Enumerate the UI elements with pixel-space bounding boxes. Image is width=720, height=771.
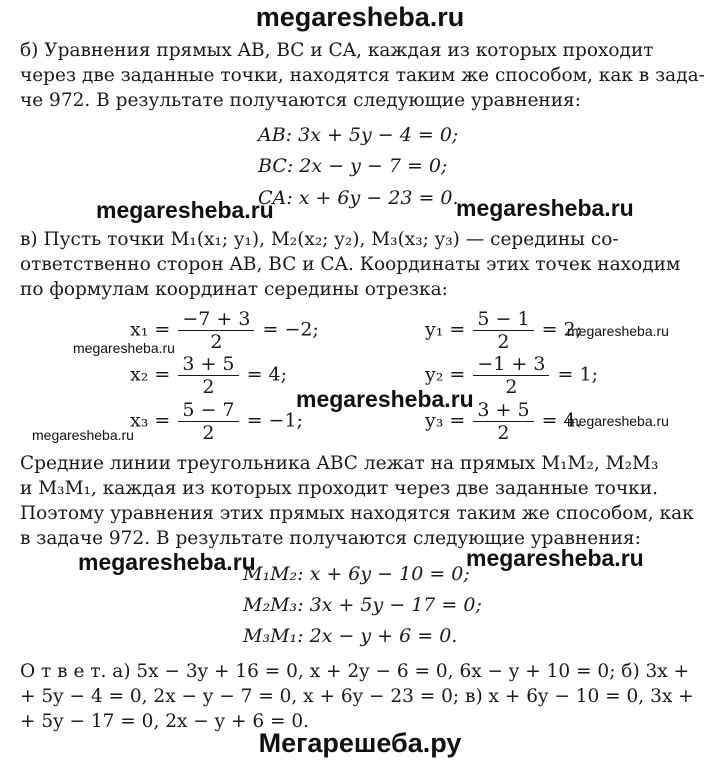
part-c-text: [20, 227, 710, 302]
denominator: 2: [497, 422, 510, 444]
formula-lhs: x₃ =: [130, 409, 171, 432]
part-b-text: [20, 38, 710, 113]
midlines-line-3: Поэтому уравнения этих прямых находятся таким же способом, как: [20, 503, 694, 524]
part-b-line-1: б) Уравнения прямых AB, BC и CA, каждая из которых проходит: [20, 40, 654, 61]
answer-text: [20, 659, 710, 734]
watermark: megaresheba.ru: [96, 197, 274, 223]
site-header: megaresheba.ru: [255, 2, 465, 32]
equation-bc: BC: 2x − y − 7 = 0;: [258, 155, 448, 177]
midlines-line-2: и M₃M₁, каждая из которых проходит через две заданные точки.: [20, 478, 658, 499]
formula-y1: [425, 308, 582, 353]
part-b-line-2: через две заданные точки, находятся таким же способом, как в зада-: [20, 65, 705, 86]
formula-rhs: = −2;: [262, 318, 319, 341]
part-c-line-3: по формулам координат середины отрезка:: [20, 279, 448, 300]
watermark: megaresheba.ru: [73, 340, 175, 356]
formula-x2: [130, 353, 287, 398]
part-b-line-3: че 972. В результате получаются следующие уравнения:: [20, 90, 581, 111]
denominator: 2: [210, 331, 223, 353]
fraction: [178, 399, 238, 444]
numerator: 3 + 5: [473, 399, 533, 422]
formula-rhs: = 4;: [246, 363, 288, 386]
formula-lhs: x₂ =: [130, 363, 171, 386]
watermark: megaresheba.ru: [466, 545, 644, 571]
watermark: megaresheba.ru: [32, 427, 134, 443]
numerator: 3 + 5: [178, 353, 238, 376]
denominator: 2: [202, 422, 215, 444]
formula-rhs: = 4.: [541, 409, 582, 432]
watermark: megaresheba.ru: [456, 195, 634, 221]
site-footer: Мегарешеба.ру: [258, 728, 462, 758]
formula-lhs: x₁ =: [130, 318, 171, 341]
answer-line-1: О т в е т. а) 5x − 3y + 16 = 0, x + 2y − 6 = 0, 6x − y + 10 = 0; б) 3x +: [20, 661, 690, 682]
denominator: 2: [505, 376, 518, 398]
equation-m3m1: M₃M₁: 2x − y + 6 = 0.: [243, 625, 458, 647]
fraction: [473, 308, 533, 353]
fraction: [178, 308, 254, 353]
formula-y3: [425, 399, 582, 444]
numerator: 5 − 1: [473, 308, 533, 331]
midlines-text: [20, 451, 710, 551]
numerator: −1 + 3: [473, 353, 549, 376]
part-c-line-1: в) Пусть точки M₁(x₁; y₁), M₂(x₂; y₂), M₃(x₃; y₃) — середины со-: [20, 229, 619, 250]
formula-rhs: = 2;: [541, 318, 583, 341]
watermark: megaresheba.ru: [567, 413, 669, 429]
denominator: 2: [497, 331, 510, 353]
part-c-line-2: ответственно сторон AB, BC и CA. Координаты этих точек находим: [20, 254, 681, 275]
formula-rhs: = 1;: [557, 363, 598, 386]
fraction: [473, 399, 533, 444]
formula-x3: [130, 399, 303, 444]
answer-line-3: + 5y − 17 = 0, 2x − y + 6 = 0.: [20, 711, 310, 732]
formula-lhs: y₂ =: [425, 363, 466, 386]
midlines-line-1: Средние линии треугольника ABC лежат на прямых M₁M₂, M₂M₃: [20, 453, 659, 474]
fraction: [178, 353, 238, 398]
equation-ca: CA: x + 6y − 23 = 0.: [258, 187, 459, 209]
midlines-line-4: в задаче 972. В результате получаются следующие уравнения:: [20, 528, 641, 549]
denominator: 2: [202, 376, 215, 398]
fraction: [473, 353, 549, 398]
formula-lhs: y₃ =: [425, 409, 466, 432]
formula-lhs: y₁ =: [425, 318, 466, 341]
answer-line-2: + 5y − 4 = 0, 2x − y − 7 = 0, x + 6y − 23 = 0; в) x + 6y − 10 = 0, 3x +: [20, 686, 694, 707]
numerator: −7 + 3: [178, 308, 254, 331]
watermark: megaresheba.ru: [296, 386, 474, 412]
formula-rhs: = −1;: [246, 409, 303, 432]
watermark: megaresheba.ru: [567, 323, 669, 339]
equation-m2m3: M₂M₃: 3x + 5y − 17 = 0;: [243, 594, 482, 616]
equation-m1m2: M₁M₂: x + 6y − 10 = 0;: [243, 563, 470, 585]
watermark: megaresheba.ru: [78, 549, 256, 575]
numerator: 5 − 7: [178, 399, 238, 422]
equation-ab: AB: 3x + 5y − 4 = 0;: [258, 124, 459, 146]
